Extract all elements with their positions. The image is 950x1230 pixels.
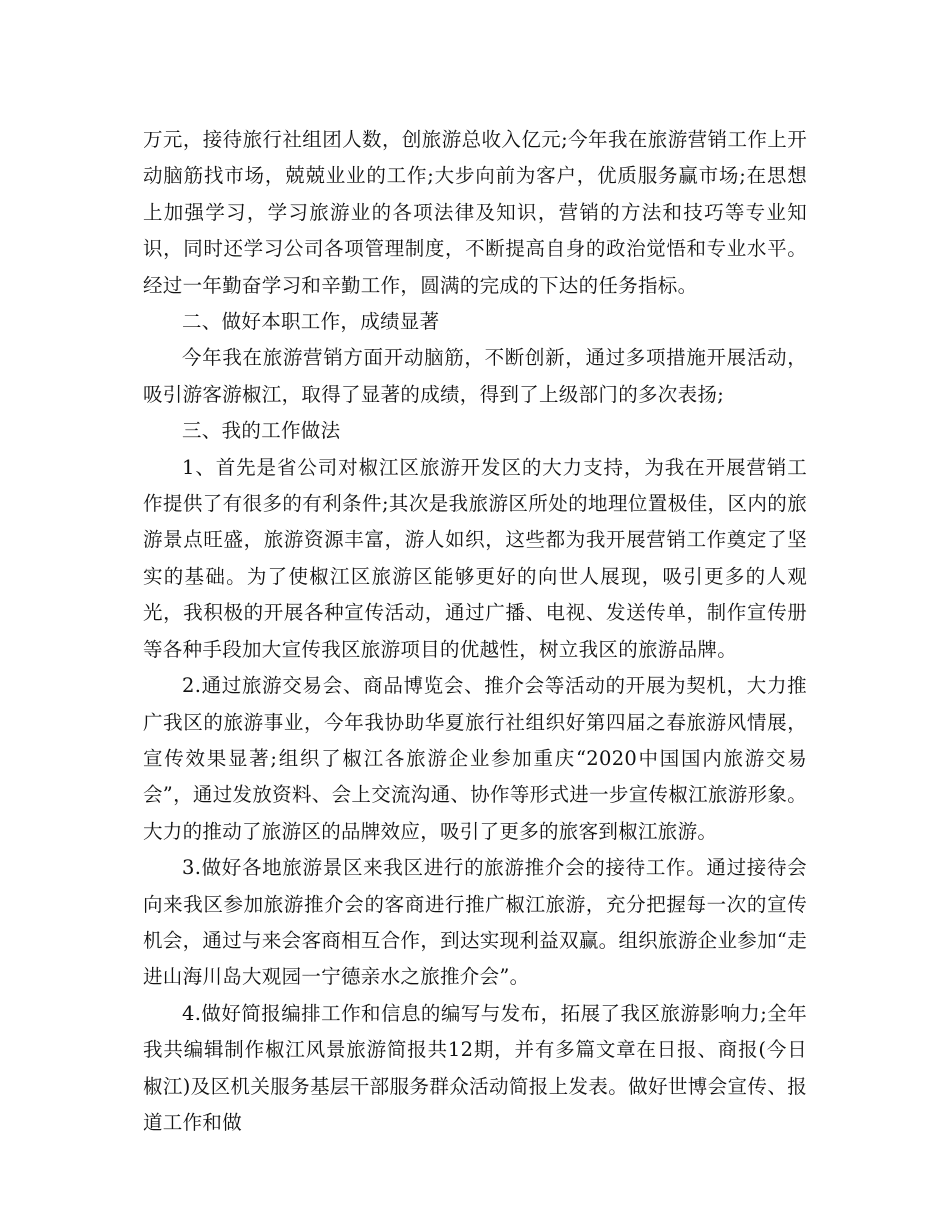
paragraph-continuation: 万元，接待旅行社组团人数，创旅游总收入亿元;今年我在旅游营销工作上开动脑筋找市场，兢兢业业的工作;大步向前为客户，优质服务赢市场;在思想上加强学习，学习旅游业的各项法律及知识，营销的方法和技巧等专业知识，同时还学习公司各项管理制度，不断提高自身的政治觉悟和专业水平。经过一年勤奋学习和辛勤工作，圆满的完成的下达的任务指标。 — [143, 128, 807, 297]
paragraph-item-1: 1、首先是省公司对椒江区旅游开发区的大力支持，为我在开展营销工作提供了有很多的有利条件;其次是我旅游区所处的地理位置极佳，区内的旅游景点旺盛，旅游资源丰富，游人如织，这些都为我开展营销工作奠定了坚实的基础。为了使椒江区旅游区能够更好的向世人展现，吸引更多的人观光，我积极的开展各种宣传活动，通过广播、电视、发送传单，制作宣传册等各种手段加大宣传我区旅游项目的优越性，树立我区的旅游品牌。 — [143, 455, 807, 661]
paragraph: 今年我在旅游营销方面开动脑筋，不断创新，通过多项措施开展活动，吸引游客游椒江，取得了显著的成绩，得到了上级部门的多次表扬; — [143, 346, 807, 406]
section-heading-3: 三、我的工作做法 — [182, 419, 341, 443]
paragraph-item-4: 4.做好简报编排工作和信息的编写与发布，拓展了我区旅游影响力;全年我共编辑制作椒江风景旅游简报共12期，并有多篇文章在日报、商报(今日椒江)及区机关服务基层干部服务群众活动简报上发表。做好世博会宣传、报道工作和做 — [143, 1001, 807, 1134]
section-heading-2: 二、做好本职工作，成绩显著 — [182, 310, 440, 334]
document-body — [143, 122, 807, 1141]
paragraph-item-2: 2.通过旅游交易会、商品博览会、推介会等活动的开展为契机，大力推广我区的旅游事业，今年我协助华夏旅行社组织好第四届之春旅游风情展，宣传效果显著;组织了椒江各旅游企业参加重庆“2020中国国内旅游交易会”，通过发放资料、会上交流沟通、协作等形式进一步宣传椒江旅游形象。大力的推动了旅游区的品牌效应，吸引了更多的旅客到椒江旅游。 — [143, 674, 807, 843]
paragraph-item-3: 3.做好各地旅游景区来我区进行的旅游推介会的接待工作。通过接待会向来我区参加旅游推介会的客商进行推广椒江旅游，充分把握每一次的宣传机会，通过与来会客商相互合作，到达实现利益双赢。组织旅游企业参加“走进山海川岛大观园一宁德亲水之旅推介会”。 — [143, 856, 807, 989]
